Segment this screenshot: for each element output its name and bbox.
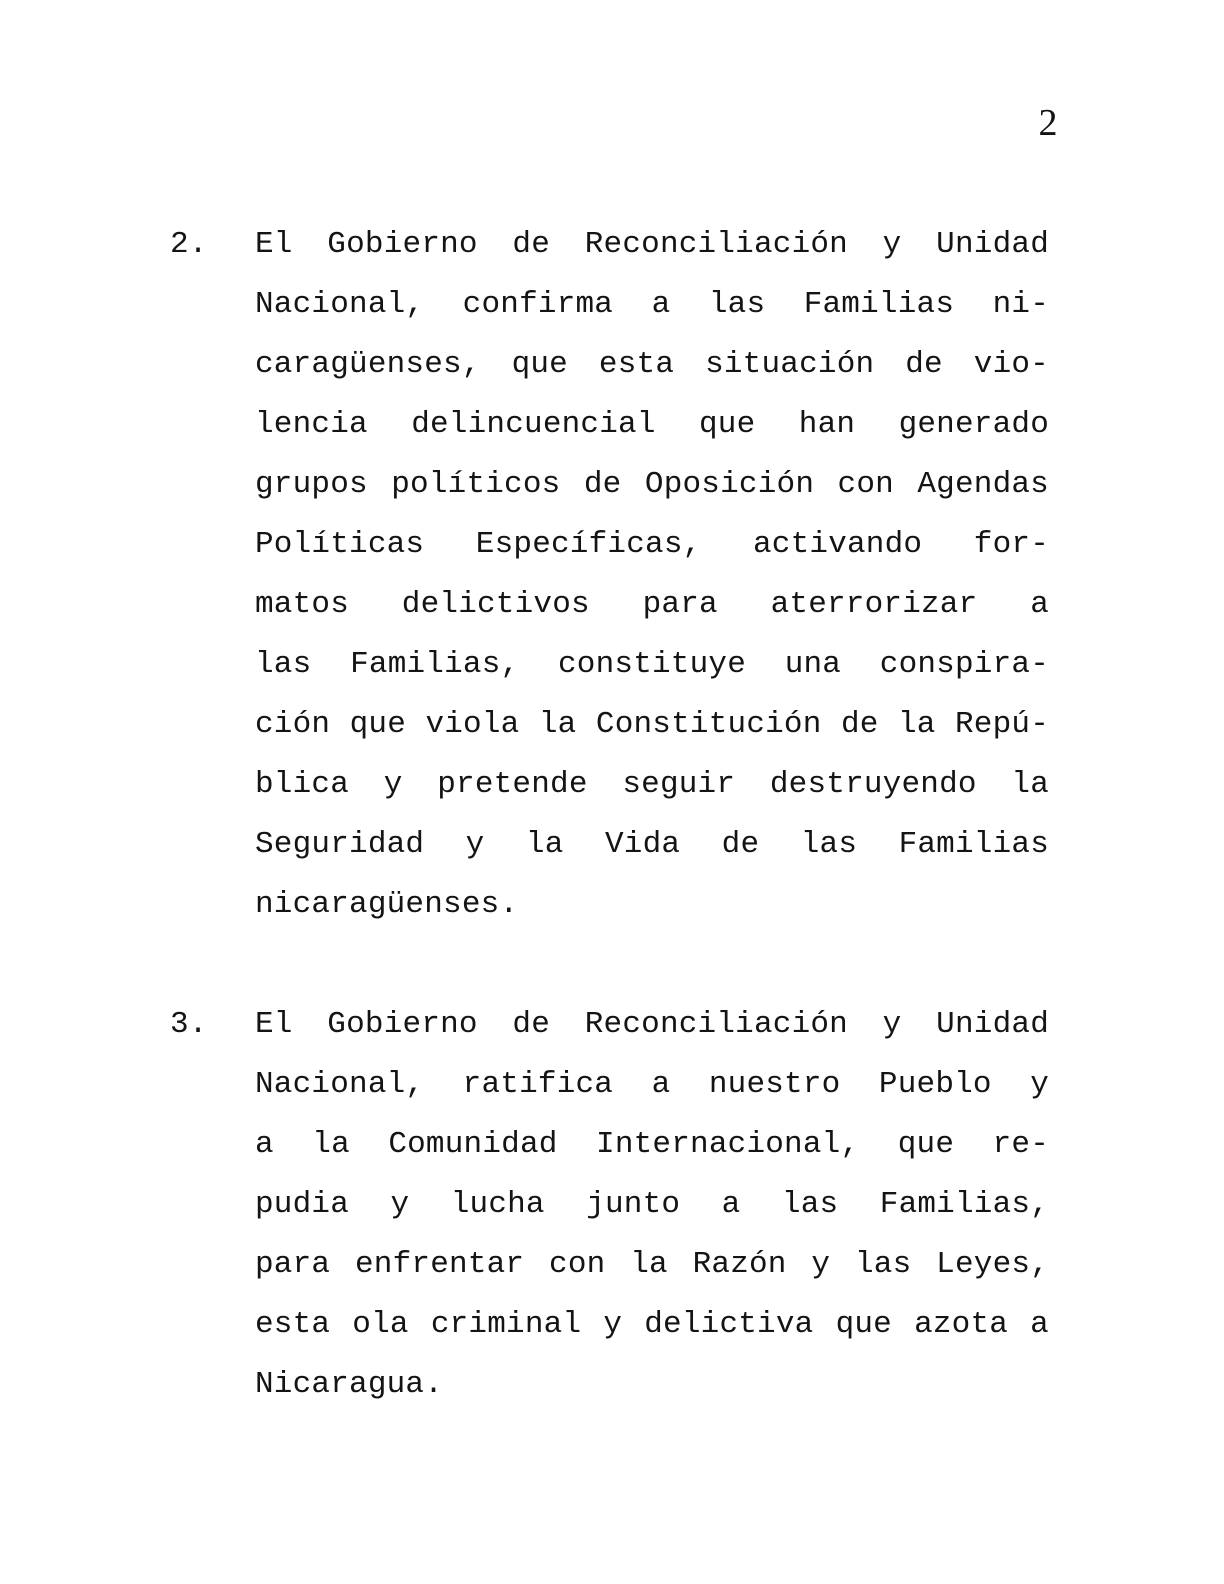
text-line: El Gobierno de Reconciliación y Unidad (255, 1007, 1049, 1042)
text-line: nicaragüenses. (255, 887, 519, 922)
text-line: grupos políticos de Oposición con Agendas (255, 467, 1049, 502)
text-line: Seguridad y la Vida de las Familias (255, 827, 1049, 862)
paragraph-number: 2. (170, 227, 208, 262)
paragraph (170, 995, 1050, 1415)
text-line: Nacional, confirma a las Familias ni- (255, 287, 1049, 322)
text-line: matos delictivos para aterrorizar a (255, 587, 1049, 622)
text-line: El Gobierno de Reconciliación y Unidad (255, 227, 1049, 262)
text-line: Políticas Específicas, activando for- (255, 527, 1049, 562)
paragraph-number: 3. (170, 1007, 208, 1042)
text-line: pudia y lucha junto a las Familias, (255, 1187, 1049, 1222)
text-line: Nacional, ratifica a nuestro Pueblo y (255, 1067, 1049, 1102)
document-body (170, 215, 1050, 1415)
text-line: esta ola criminal y delictiva que azota a (255, 1307, 1049, 1342)
page-number: 2 (1038, 102, 1058, 144)
text-line: ción que viola la Constitución de la Repú- (255, 707, 1049, 742)
text-line: blica y pretende seguir destruyendo la (255, 767, 1049, 802)
paragraph-lines (255, 215, 1049, 935)
paragraph-lines (255, 995, 1049, 1415)
text-line: lencia delincuencial que han generado (255, 407, 1049, 442)
text-line: las Familias, constituye una conspira- (255, 647, 1049, 682)
text-line: caragüenses, que esta situación de vio- (255, 347, 1049, 382)
text-line: a la Comunidad Internacional, que re- (255, 1127, 1049, 1162)
text-line: para enfrentar con la Razón y las Leyes, (255, 1247, 1049, 1282)
text-line: Nicaragua. (255, 1367, 444, 1402)
paragraph (170, 215, 1050, 935)
